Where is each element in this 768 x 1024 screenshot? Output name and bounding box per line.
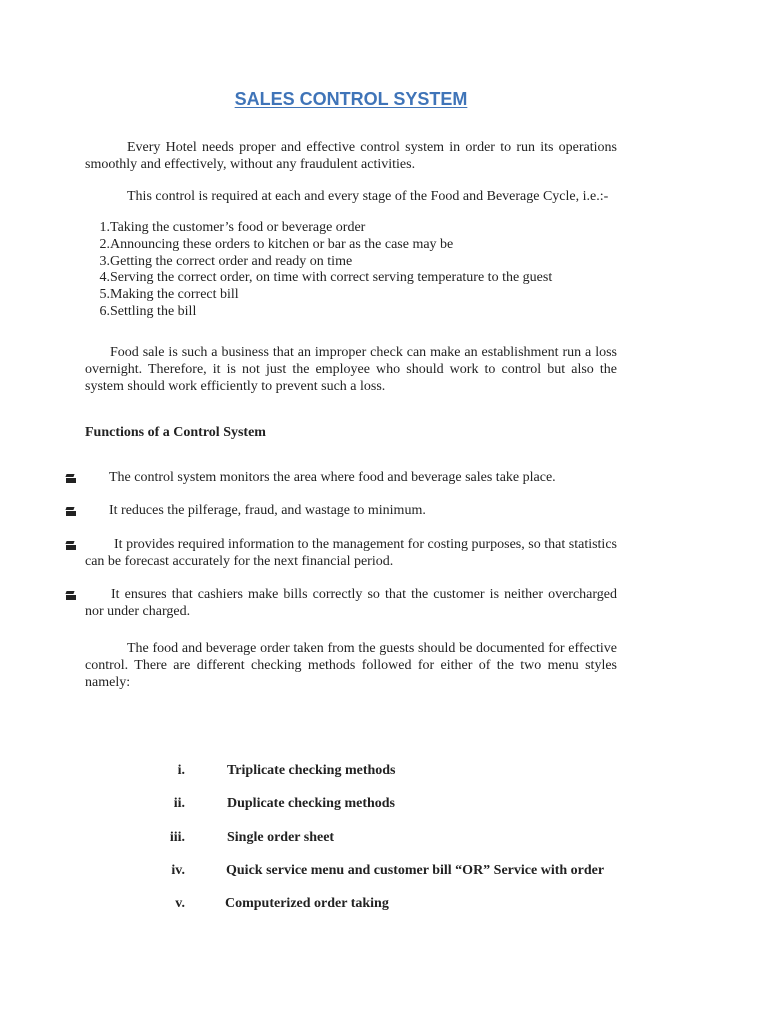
function-item: The control system monitors the area where food and beverage sales take place. xyxy=(109,470,556,485)
list-item-text: Taking the customer’s food or beverage order xyxy=(110,220,366,235)
method-label: Computerized order taking xyxy=(225,896,389,911)
list-item-text: Serving the correct order, on time with correct serving temperature to the guest xyxy=(110,270,553,286)
list-item-number: 1. xyxy=(99,220,110,235)
function-item: It provides required information to the management for costing purposes, so that statistics can be forecast accurately for the next financial period. xyxy=(85,537,617,569)
function-item: It reduces the pilferage, fraud, and wastage to minimum. xyxy=(109,503,426,518)
method-label: Quick service menu and customer bill “OR” Service with order xyxy=(226,863,605,878)
roman-numeral: i. xyxy=(177,763,185,778)
list-item-number: 2. xyxy=(99,236,110,252)
list-item-text: Making the correct bill xyxy=(110,287,239,303)
roman-numeral: v. xyxy=(175,896,185,911)
list-item-number: 4. xyxy=(99,270,110,286)
intro-paragraph: Every Hotel needs proper and effective control system in order to run its operations smoothly and effectively, without any fraudulent activities. xyxy=(85,140,617,172)
list-item xyxy=(85,254,625,271)
method-label: Single order sheet xyxy=(227,830,335,845)
list-item xyxy=(85,270,625,287)
list-item xyxy=(85,237,625,254)
list-item xyxy=(85,220,625,237)
list-item xyxy=(85,287,625,304)
roman-numeral: ii. xyxy=(173,796,185,811)
list-item xyxy=(85,304,625,321)
flag-bullet-icon xyxy=(66,507,77,515)
list-item-number: 5. xyxy=(99,287,110,303)
roman-numeral: iv. xyxy=(171,863,185,878)
order-paragraph: The food and beverage order taken from the guests should be documented for effective control. There are different checking methods followed for either of the two menu styles namely: xyxy=(85,641,617,690)
method-label: Triplicate checking methods xyxy=(227,763,396,778)
functions-heading: Functions of a Control System xyxy=(85,425,266,440)
list-item-text: Settling the bill xyxy=(110,303,197,319)
list-item-number: 6. xyxy=(99,303,110,319)
cycle-intro-paragraph: This control is required at each and every stage of the Food and Beverage Cycle, i.e.:- xyxy=(127,189,609,204)
flag-bullet-icon xyxy=(66,541,77,549)
list-item-number: 3. xyxy=(99,253,110,269)
function-item: It ensures that cashiers make bills correctly so that the customer is neither overcharged nor under charged. xyxy=(85,587,617,619)
flag-bullet-icon xyxy=(66,591,77,599)
list-item-text: Getting the correct order and ready on time xyxy=(110,253,353,269)
flag-bullet-icon xyxy=(66,474,77,482)
method-label: Duplicate checking methods xyxy=(227,796,395,811)
roman-numeral: iii. xyxy=(169,830,185,845)
list-item-text: Announcing these orders to kitchen or bar as the case may be xyxy=(110,236,454,252)
food-sale-paragraph: Food sale is such a business that an improper check can make an establishment run a loss overnight. Therefore, it is not just the employee who should work to control but also the system should work efficiently to prevent such a loss. xyxy=(85,345,617,394)
cycle-steps-list xyxy=(85,220,625,321)
page-title: SALES CONTROL SYSTEM xyxy=(234,89,468,109)
